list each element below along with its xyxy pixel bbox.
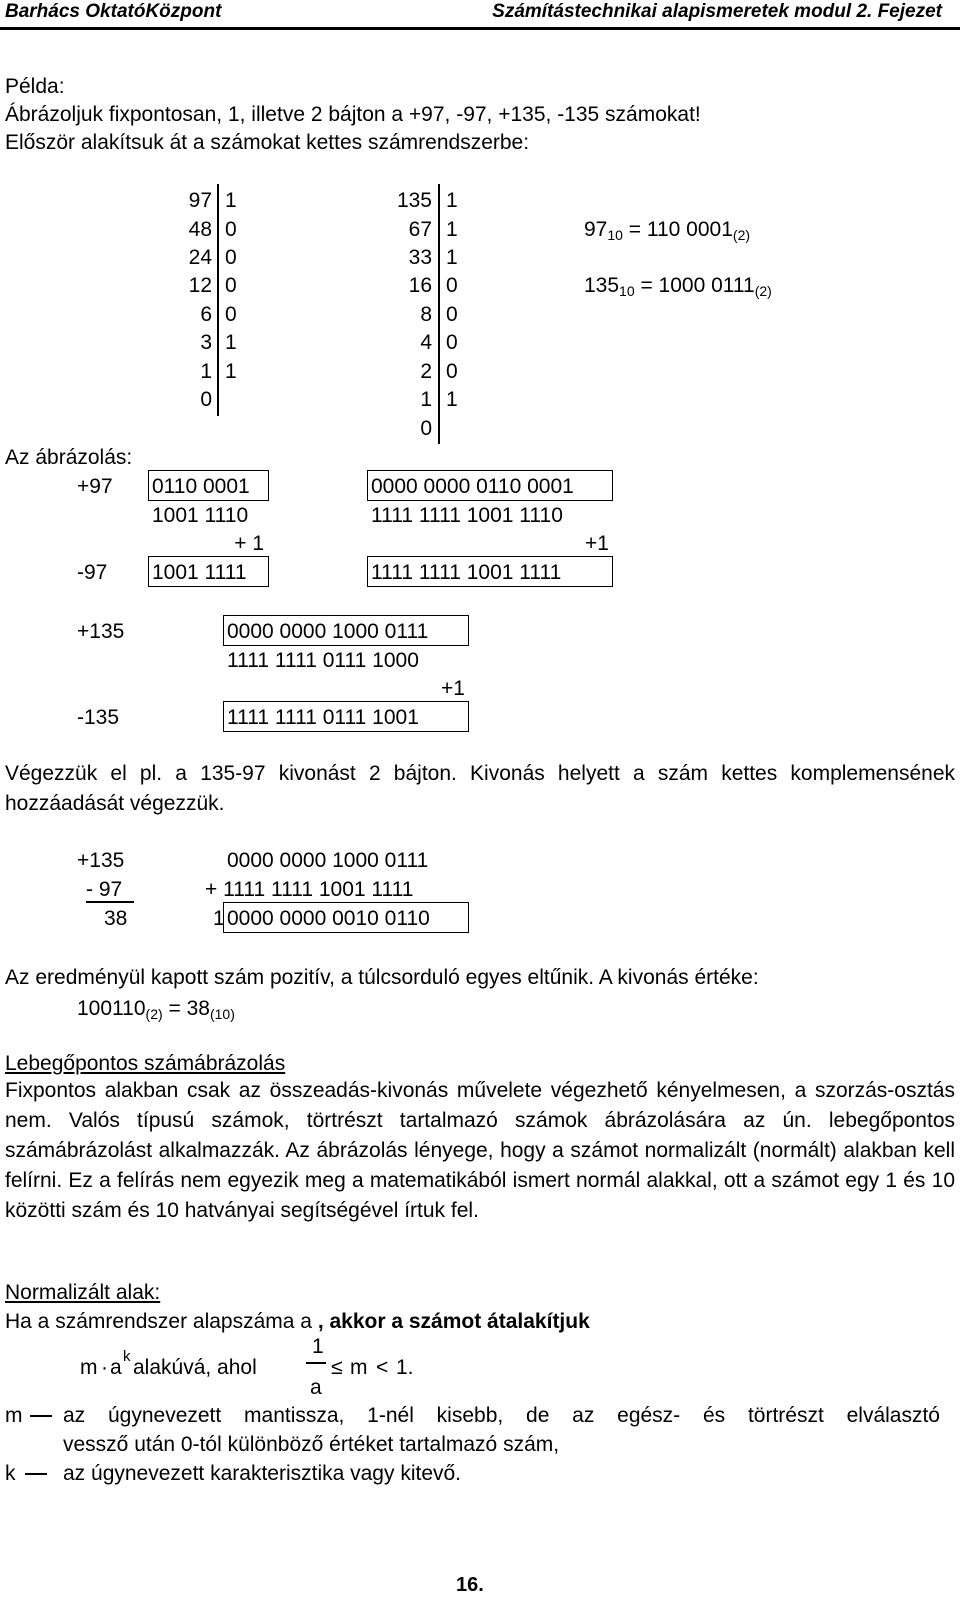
normalized-line: Ha a számrendszer alapszáma a , akkor a számot átalakítjuk	[5, 1310, 590, 1333]
fraction-denominator: a	[310, 1376, 322, 1399]
floating-point-title: Lebegőpontos számábrázolás	[5, 1052, 286, 1075]
normalized-title: Normalizált alak:	[5, 1281, 161, 1304]
floating-point-paragraph: Fixpontos alakban csak az összeadás-kivonás művelete végezhető kényelmesen, a szorzás-osztás nem. Valós típusú számok, törtrészt tartalmazó számok ábrázolására az ún. lebegőpontos számábrázolást alkalmazzák. Az ábrázolás lényege, hogy a számot normalizált (normált) alakban kell felírni. Ez a felírás nem egyezik meg a matematikából ismert normál alakkal, ott a számot egy 1 és 10 közötti szám és 10 hatványai segítségével írtuk fel.	[5, 1079, 955, 1222]
formula-lt: <	[376, 1356, 389, 1379]
div135-bit: 0	[446, 274, 458, 297]
formula-le: ≤	[331, 1356, 343, 1379]
formula-end: 1.	[396, 1356, 414, 1379]
div135-num: 16	[408, 274, 432, 297]
representation-label: Az ábrázolás:	[5, 446, 133, 469]
def-m-dash	[30, 1415, 52, 1417]
page-number: 16.	[456, 1574, 484, 1596]
result-formula: $100110_{(2)} = 38_{(10)}$	[77, 997, 235, 1022]
formula-m2: m	[350, 1356, 368, 1379]
formula-a: a	[110, 1356, 122, 1379]
def-k-text: az úgynevezett karakterisztika vagy kitevő.	[63, 1462, 462, 1485]
div97-num: 48	[188, 218, 212, 241]
header-left: Barhács OktatóKözpont	[5, 1, 222, 22]
plus97-label: +97	[77, 475, 113, 498]
div135-num: 0	[420, 417, 432, 440]
plus-one-2byte: +1	[585, 532, 609, 555]
result-paragraph: Az eredményül kapott szám pozitív, a túlcsorduló egyes eltűnik. A kivonás értéke:	[5, 966, 759, 989]
minus135-value: 1111 1111 0111 1001	[227, 706, 419, 729]
sub-carry-digit: 1	[213, 907, 225, 930]
def-m-text-1: az úgynevezett mantissza, 1-nél kisebb, de az egész- és törtrészt elválasztó	[63, 1404, 940, 1427]
formula-k: k	[123, 1348, 131, 1365]
subtraction-paragraph: Végezzük el pl. a 135-97 kivonást 2 bájton. Kivonás helyett a szám kettes komplemensének hozzáadását végezzük.	[5, 762, 955, 815]
conversion-97: $97_{10} = 110$ $0001_{(2)}$	[584, 218, 751, 243]
div135-bit: 1	[446, 218, 458, 241]
conversion-135: $135_{10} = 1000$ $0111_{(2)}$	[584, 274, 772, 299]
def-k-symbol: k	[5, 1462, 16, 1485]
intro-line-1: Ábrázoljuk fixpontosan, 1, illetve 2 bájton a +97, -97, +135, -135 számokat!	[5, 103, 701, 126]
plus-one-135: +1	[441, 677, 465, 700]
div97-bit: 1	[225, 331, 237, 354]
header-right: Számítástechnikai alapismeretek modul 2. Fejezet	[492, 1, 942, 22]
fraction-bar	[306, 1362, 326, 1364]
plus97-2byte: 0000 0000 0110 0001	[371, 475, 574, 498]
fraction-numerator: 1	[312, 1335, 324, 1358]
sub-row1-label: +135	[77, 849, 125, 872]
sub-row3-label: 38	[104, 907, 128, 930]
sub-row3-value: 0000 0000 0010 0110	[227, 907, 430, 930]
formula-m: m	[80, 1356, 98, 1379]
intro-line-2: Először alakítsuk át a számokat kettes számrendszerbe:	[5, 131, 530, 154]
inverted97-1byte: 1001 1110	[152, 504, 249, 527]
div97-bit: 0	[225, 274, 237, 297]
formula-dot: ·	[101, 1356, 108, 1379]
header-rule	[0, 27, 960, 30]
div135-bit: 0	[446, 303, 458, 326]
div135-num: 1	[420, 388, 432, 411]
div97-num: 3	[200, 331, 212, 354]
div97-bit: 0	[225, 246, 237, 269]
plus-one-1byte: + 1	[234, 532, 264, 555]
div97-num: 1	[200, 360, 212, 383]
div135-num: 8	[420, 303, 432, 326]
minus97-2byte: 1111 1111 1001 1111	[371, 561, 562, 584]
example-label: Példa:	[5, 75, 65, 98]
div135-num: 2	[420, 360, 432, 383]
div97-bit: 0	[225, 303, 237, 326]
div97-num: 12	[188, 274, 212, 297]
div97-num: 97	[188, 189, 212, 212]
sub-row2-label: - 97	[86, 878, 123, 901]
div135-bit: 0	[446, 331, 458, 354]
plus135-value: 0000 0000 1000 0111	[227, 620, 429, 643]
div135-bit: 1	[446, 189, 458, 212]
div135-num: 135	[396, 189, 432, 212]
div135-num: 4	[420, 331, 432, 354]
minus97-label: -97	[77, 561, 108, 584]
div135-bit: 1	[446, 388, 458, 411]
div97-num: 24	[188, 246, 212, 269]
div97-vertical-line	[217, 184, 219, 416]
div135-bit: 1	[446, 246, 458, 269]
div135-bit: 0	[446, 360, 458, 383]
div135-num: 33	[408, 246, 432, 269]
minus135-label: -135	[77, 706, 120, 729]
plus135-label: +135	[77, 620, 125, 643]
div97-bit: 1	[225, 360, 237, 383]
sub-row1-value: 0000 0000 1000 0111	[227, 849, 429, 872]
div97-num: 0	[200, 388, 212, 411]
def-m-text-2: vessző után 0-tól különböző értéket tartalmazó szám,	[63, 1433, 560, 1456]
inverted97-2byte: 1111 1111 1001 1110	[371, 504, 563, 527]
sub-row2-value: + 1111 1111 1001 1111	[205, 878, 414, 901]
div97-bit: 1	[225, 189, 237, 212]
inverted135: 1111 1111 0111 1000	[227, 649, 419, 672]
def-k-dash	[25, 1473, 47, 1475]
div135-num: 67	[408, 218, 432, 241]
div97-num: 6	[200, 303, 212, 326]
plus97-1byte: 0110 0001	[152, 475, 250, 498]
minus97-1byte: 1001 1111	[152, 561, 247, 584]
formula-text: alakúvá, ahol	[133, 1356, 257, 1379]
div135-vertical-line	[438, 184, 440, 444]
sub-row2-underline	[86, 901, 134, 903]
def-m-symbol: m	[5, 1404, 23, 1427]
div97-bit: 0	[225, 218, 237, 241]
